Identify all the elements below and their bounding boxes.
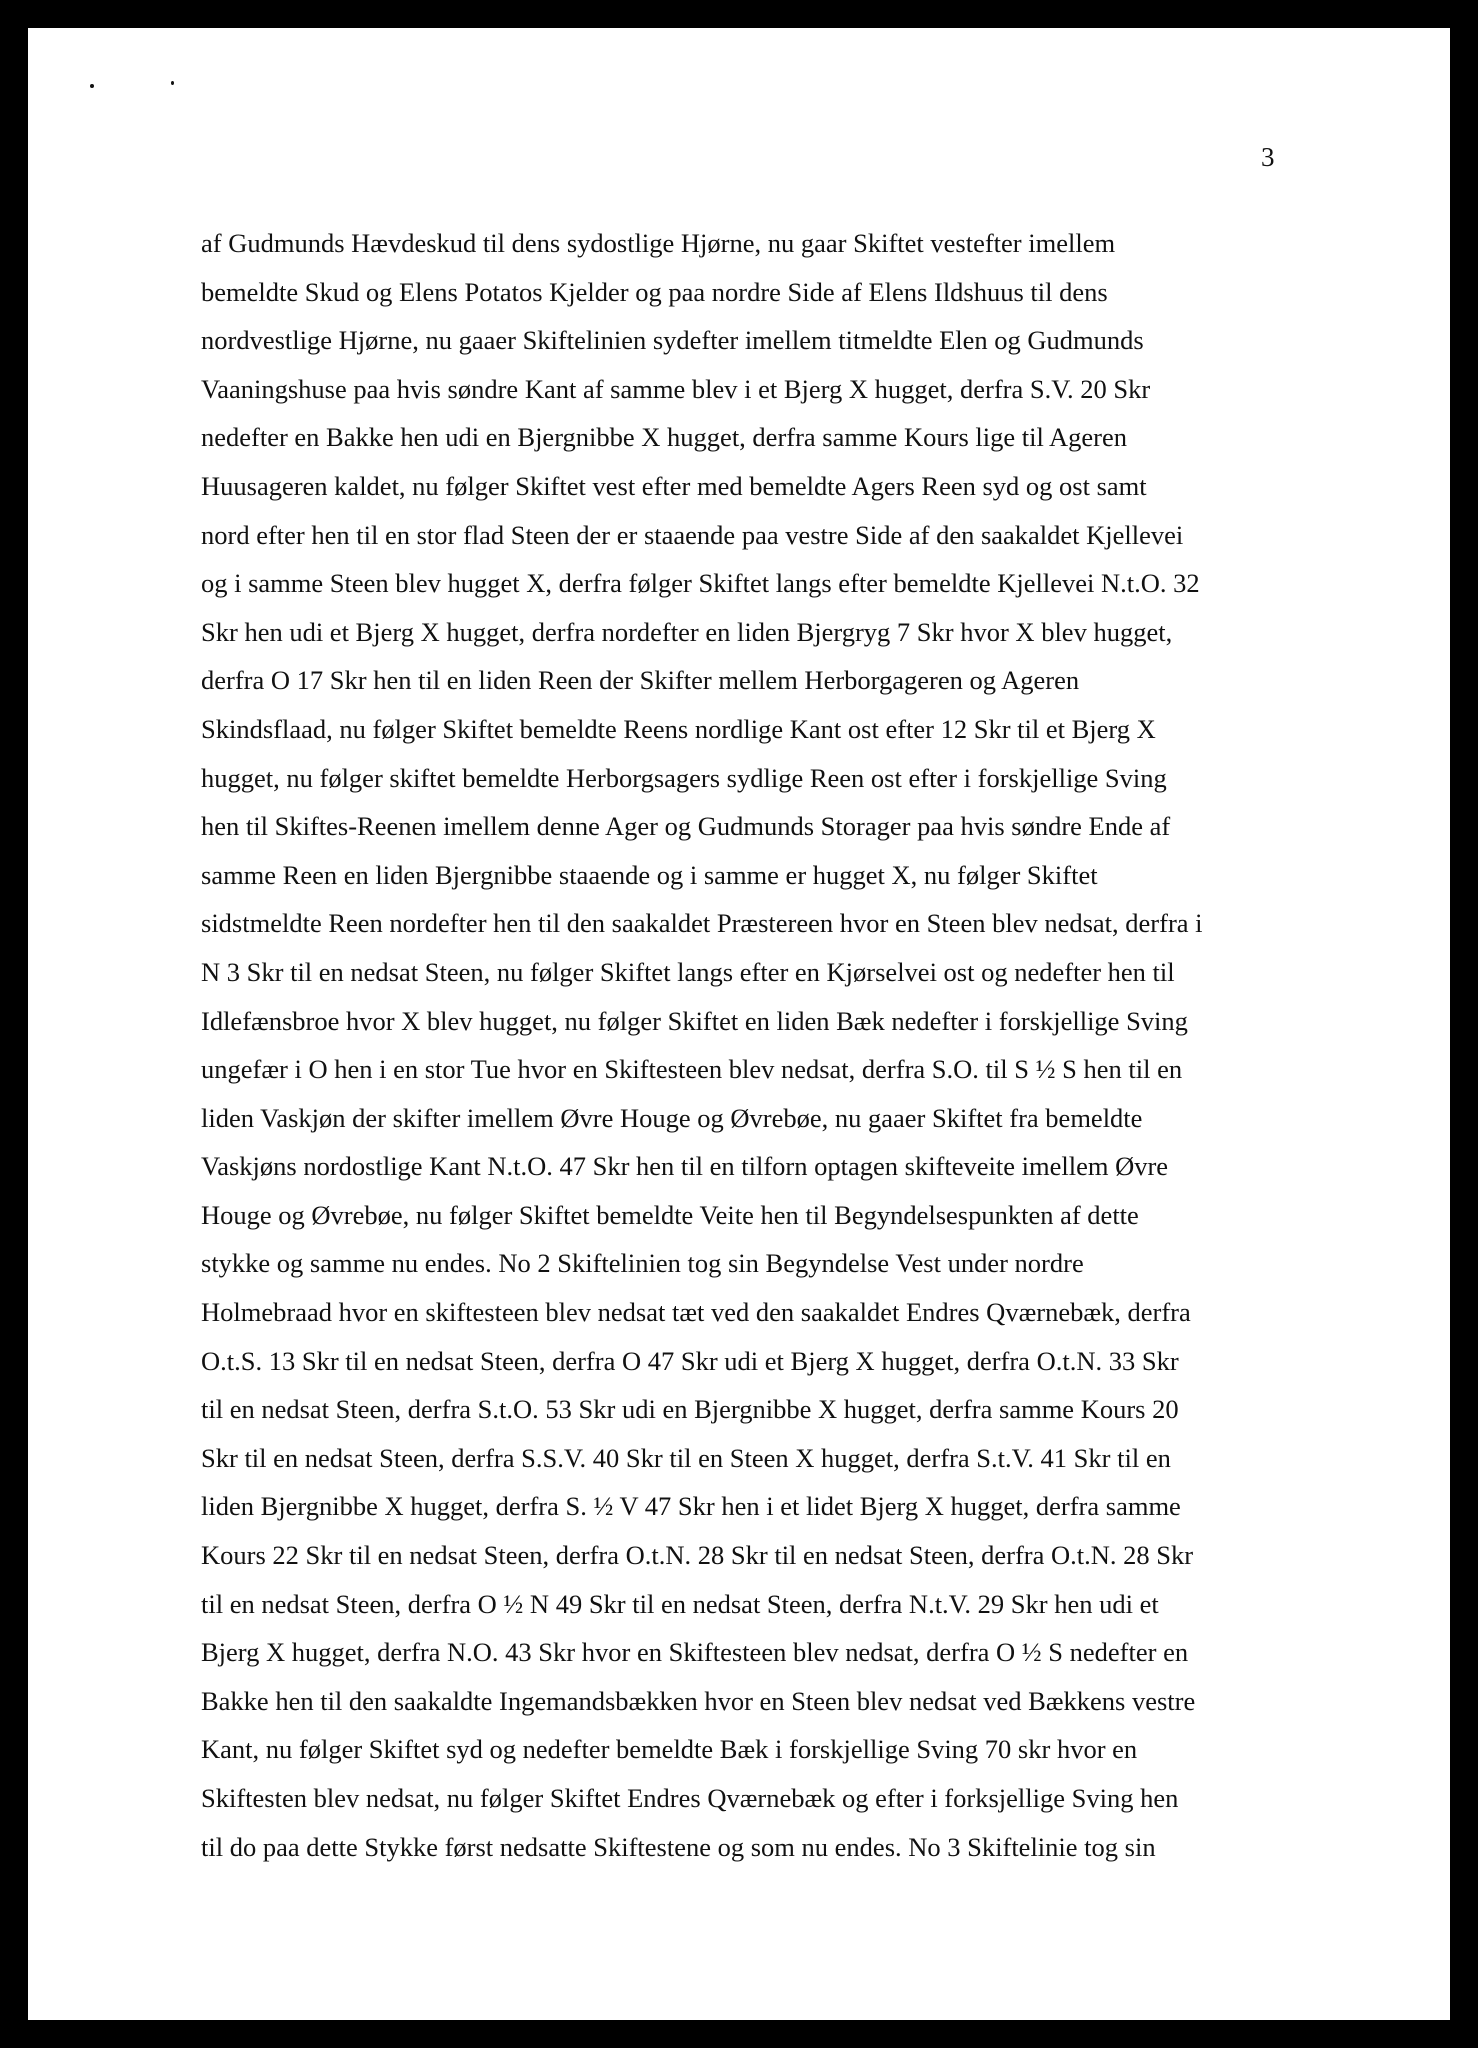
body-text	[201, 219, 1321, 1871]
text-line: Skindsflaad, nu følger Skiftet bemeldte Reens nordlige Kant ost efter 12 Skr til et Bjerg X	[201, 713, 1156, 744]
page-number: 3	[1261, 142, 1275, 172]
scanned-page	[28, 28, 1450, 2020]
text-line: Kours 22 Skr til en nedsat Steen, derfra O.t.N. 28 Skr til en nedsat Steen, derfra O.t.N. 28 Skr	[201, 1540, 1194, 1571]
text-line: Huusageren kaldet, nu følger Skiftet vest efter med bemeldte Agers Reen syd og ost samt	[201, 470, 1147, 501]
scan-speck	[171, 81, 174, 85]
text-line: Vaaningshuse paa hvis søndre Kant af samme blev i et Bjerg X hugget, derfra S.V. 20 Skr	[201, 373, 1151, 404]
text-line: O.t.S. 13 Skr til en nedsat Steen, derfra O 47 Skr udi et Bjerg X hugget, derfra O.t.N. 33 Skr	[201, 1345, 1179, 1376]
text-line: af Gudmunds Hævdeskud til dens sydostlige Hjørne, nu gaar Skiftet vestefter imellem	[201, 228, 1116, 258]
text-line: Kant, nu følger Skiftet syd og nedefter bemeldte Bæk i forskjellige Sving 70 skr hvor en	[201, 1734, 1138, 1765]
text-line: Skr til en nedsat Steen, derfra S.S.V. 40 Skr til en Steen X hugget, derfra S.t.V. 41 Skr til en	[201, 1442, 1171, 1473]
text-line: N 3 Skr til en nedsat Steen, nu følger Skiftet langs efter en Kjørselvei ost og nedefter hen til	[201, 956, 1175, 987]
text-line: og i samme Steen blev hugget X, derfra følger Skiftet langs efter bemeldte Kjellevei N.t.O. 32	[201, 568, 1200, 599]
text-line: stykke og samme nu endes. No 2 Skiftelinien tog sin Begyndelse Vest under nordre	[201, 1248, 1084, 1279]
text-line: Bakke hen til den saakaldte Ingemandsbækken hvor en Steen blev nedsat ved Bækkens vestre	[201, 1685, 1196, 1716]
text-line: nord efter hen til en stor flad Steen der er staaende paa vestre Side af den saakaldet Kjellevei	[201, 519, 1184, 550]
text-line: Idlefænsbroe hvor X blev hugget, nu følger Skiftet en liden Bæk nedefter i forskjellige Sving	[201, 1005, 1188, 1036]
text-line: Houge og Øvrebøe, nu følger Skiftet bemeldte Veite hen til Begyndelsespunkten af dette	[201, 1199, 1139, 1230]
text-line: sidstmeldte Reen nordefter hen til den saakaldet Præstereen hvor en Steen blev nedsat, derfra i	[201, 908, 1203, 939]
text-line: Holmebraad hvor en skiftesteen blev nedsat tæt ved den saakaldet Endres Qværnebæk, derfra	[201, 1297, 1191, 1328]
text-line: nedefter en Bakke hen udi en Bjergnibbe X hugget, derfra samme Kours lige til Ageren	[201, 422, 1127, 453]
scan-speck	[90, 84, 94, 88]
text-line: bemeldte Skud og Elens Potatos Kjelder og paa nordre Side af Elens Ildshuus til dens	[201, 276, 1108, 307]
text-line: Skiftesten blev nedsat, nu følger Skiftet Endres Qværnebæk og efter i forksjellige Sving hen	[201, 1783, 1179, 1813]
text-line: hugget, nu følger skiftet bemeldte Herborgsagers sydlige Reen ost efter i forskjellige Sving	[201, 762, 1167, 793]
text-line: til do paa dette Stykke først nedsatte Skiftestene og som nu endes. No 3 Skiftelinie tog sin	[201, 1831, 1156, 1862]
text-line: Vaskjøns nordostlige Kant N.t.O. 47 Skr hen til en tilforn optagen skifteveite imellem Øvre	[201, 1151, 1169, 1182]
text-line: samme Reen en liden Bjergnibbe staaende og i samme er hugget X, nu følger Skiftet	[201, 859, 1098, 890]
text-line: Bjerg X hugget, derfra N.O. 43 Skr hvor en Skiftesteen blev nedsat, derfra O ½ S nedefter en	[201, 1637, 1189, 1668]
text-line: hen til Skiftes-Reenen imellem denne Ager og Gudmunds Storager paa hvis søndre Ende af	[201, 811, 1171, 842]
text-line: liden Vaskjøn der skifter imellem Øvre Houge og Øvrebøe, nu gaaer Skiftet fra bemeldte	[201, 1102, 1143, 1133]
text-line: ungefær i O hen i en stor Tue hvor en Skiftesteen blev nedsat, derfra S.O. til S ½ S hen til en	[201, 1054, 1183, 1085]
text-line: nordvestlige Hjørne, nu gaaer Skiftelinien sydefter imellem titmeldte Elen og Gudmunds	[201, 325, 1144, 356]
text-line: derfra O 17 Skr hen til en liden Reen der Skifter mellem Herborgageren og Ageren	[201, 665, 1080, 696]
text-line: til en nedsat Steen, derfra O ½ N 49 Skr til en nedsat Steen, derfra N.t.V. 29 Skr hen udi et	[201, 1588, 1159, 1619]
text-line: Skr hen udi et Bjerg X hugget, derfra nordefter en liden Bjergryg 7 Skr hvor X blev hugget,	[201, 616, 1173, 647]
text-line: liden Bjergnibbe X hugget, derfra S. ½ V 47 Skr hen i et lidet Bjerg X hugget, derfra samme	[201, 1491, 1181, 1522]
text-line: til en nedsat Steen, derfra S.t.O. 53 Skr udi en Bjergnibbe X hugget, derfra samme Kours 20	[201, 1394, 1179, 1425]
